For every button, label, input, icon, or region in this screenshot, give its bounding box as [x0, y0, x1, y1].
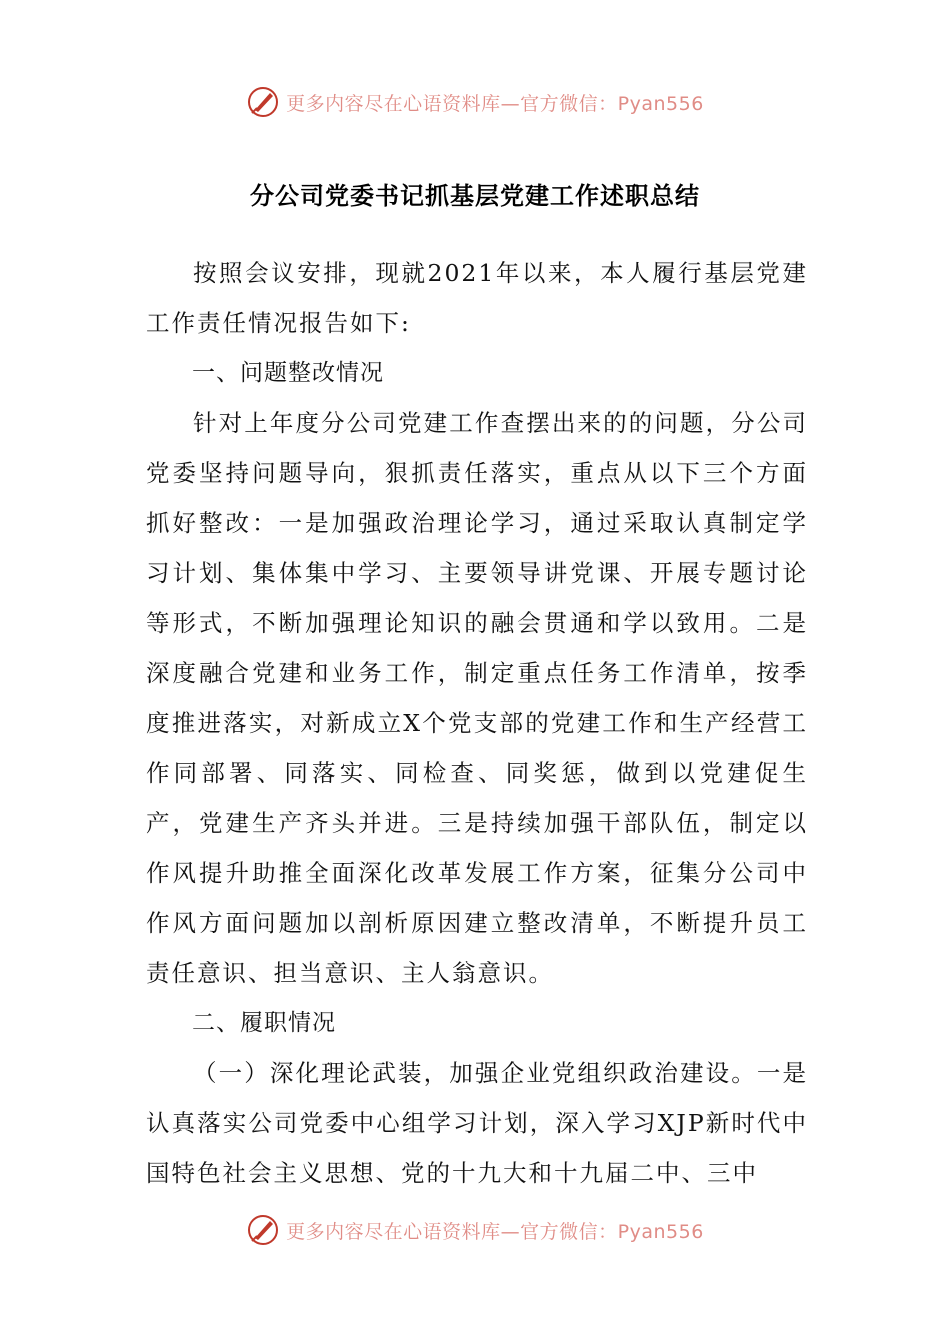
watermark-banner-top — [0, 82, 950, 122]
quill-logo-icon — [246, 85, 280, 119]
section-1-paragraph: 针对上年度分公司党建工作查摆出来的的问题，分公司党委坚持问题导向，狠抓责任落实，重点从以下三个方面抓好整改：一是加强政治理论学习，通过采取认真制定学习计划、集体集中学习、主要领导讲党课、开展专题讨论等形式，不断加强理论知识的融会贯通和学以致用。二是深度融合党建和业务工作，制定重点任务工作清单，按季度推进落实，对新成立X个党支部的党建工作和生产经营工作同部署、同落实、同检查、同奖惩，做到以党建促生产，党建生产齐头并进。三是持续加强干部队伍，制定以作风提升助推全面深化改革发展工作方案，征集分公司中作风方面问题加以剖析原因建立整改清单，不断提升员工责任意识、担当意识、主人翁意识。 — [146, 409, 808, 987]
watermark-banner-bottom — [0, 1210, 950, 1250]
section-heading-2: 二、履职情况 — [192, 1010, 336, 1036]
watermark-text: 更多内容尽在心语资料库—官方微信：Pyan556 — [286, 1220, 704, 1243]
intro-paragraph: 按照会议安排，现就2021年以来，本人履行基层党建工作责任情况报告如下: — [146, 259, 808, 337]
section-heading-1: 一、问题整改情况 — [192, 360, 384, 386]
section-2-paragraph: （一）深化理论武装，加强企业党组织政治建设。一是认真落实公司党委中心组学习计划，深入学习XJP新时代中国特色社会主义思想、党的十九大和十九届二中、三中 — [146, 1059, 808, 1187]
quill-logo-icon — [246, 1213, 280, 1247]
document-body — [146, 248, 808, 1198]
document-title: 分公司党委书记抓基层党建工作述职总结 — [250, 182, 700, 210]
watermark-text: 更多内容尽在心语资料库—官方微信：Pyan556 — [286, 92, 704, 115]
